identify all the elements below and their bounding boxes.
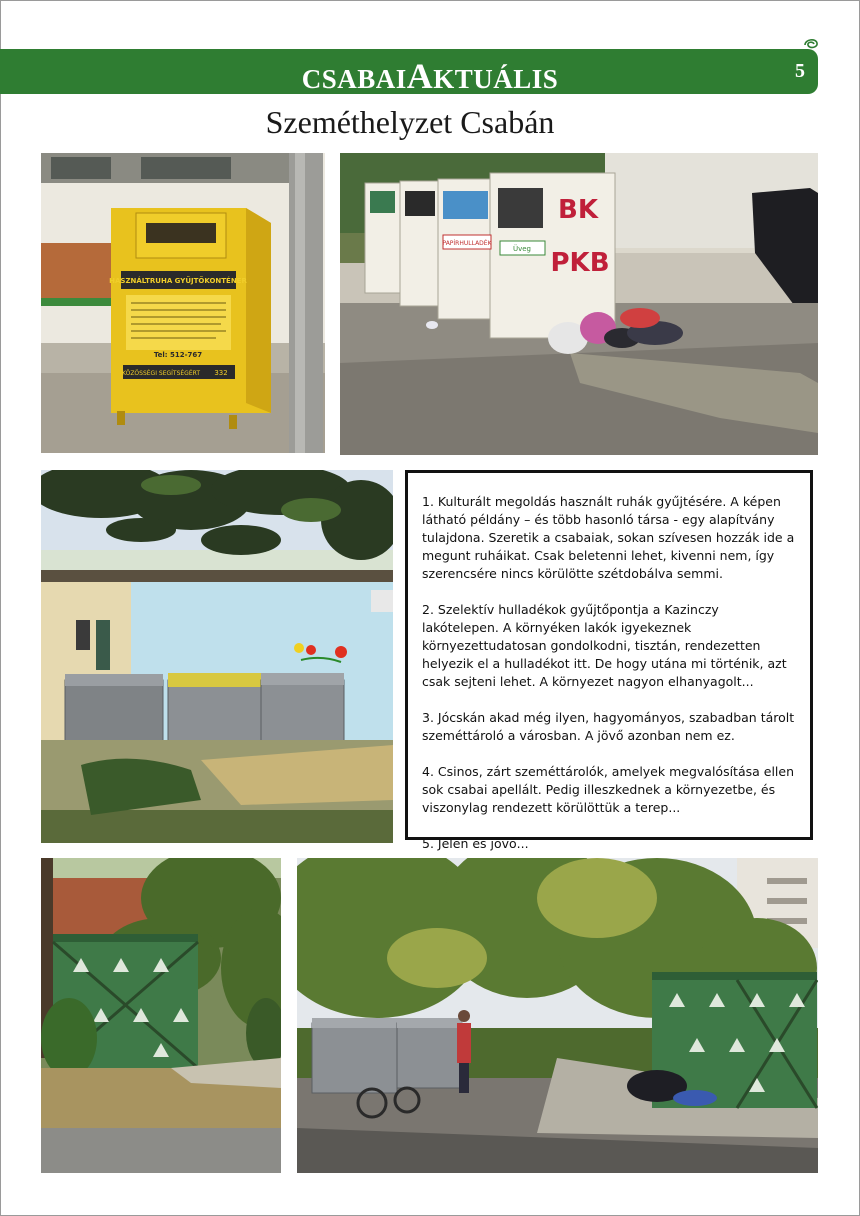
page-number: 5 xyxy=(795,60,805,82)
graffiti-pkb: PKB xyxy=(550,248,610,278)
masthead-prefix: CSABAI xyxy=(301,64,407,94)
masthead-rest: KTUÁLIS xyxy=(433,64,559,94)
masthead xyxy=(0,49,860,94)
photo-yellow-clothing-container xyxy=(41,153,325,453)
yellow-bin-phone: Tel: 512-767 xyxy=(153,351,203,359)
caption-1: 1. Kulturált megoldás használt ruhák gyűjtésére. A képen látható példány – és több hasonló társa - egy alapítvány tulajdona. Szeretik a csabaiak, sokan szívesen hozzák ide a megunt ruháikat. Csak beletenni lehet, kivenni nem, így szerencsére nincs körülötte szétdobálva semmi. xyxy=(422,494,795,581)
photo-selective-waste-point xyxy=(340,153,818,455)
yellow-bin-number: 332 xyxy=(214,369,228,377)
photo-traditional-bins xyxy=(41,470,393,843)
photo-enclosed-bin-storage xyxy=(41,858,281,1173)
caption-box xyxy=(405,470,813,851)
swirl-logo-icon xyxy=(803,37,819,51)
masthead-initial: A xyxy=(406,56,434,96)
page-title: Szeméthelyzet Csabán xyxy=(265,104,555,140)
yellow-bin-footer: KÖZÖSSÉGI SEGÍTSÉGÉRT xyxy=(121,370,201,377)
caption-5: 5. Jelen és jövő... xyxy=(422,836,529,851)
recycling-label-glass: Üveg xyxy=(512,245,532,253)
caption-4: 4. Csinos, zárt szeméttárolók, amelyek megvalósítása ellen sok csabai apellált. Pedig illeszkednek a környezetbe, és viszonylag rendezett körülöttük a terep... xyxy=(422,764,795,815)
recycling-label-paper: PAPÍRHULLADÉK xyxy=(442,240,492,247)
photo-present-and-future xyxy=(297,858,818,1173)
caption-3: 3. Jócskán akad még ilyen, hagyományos, szabadban tárolt szeméttároló a városban. A jövő azonban nem ez. xyxy=(422,710,795,743)
caption-2: 2. Szelektív hulladékok gyűjtőpontja a Kazinczy lakótelepen. A környéken lakók igyekeznek környezettudatosan gondolkodni, tisztán, rendezetten helyezik el a hulladékot itt. De hogy utána mi történik, azt csak sejteni lehet. A környezet nagyon elhanyagolt... xyxy=(422,602,787,689)
graffiti-bk: BK xyxy=(558,195,598,225)
yellow-bin-label-title: HASZNÁLTRUHA GYŰJTŐKONTÉNER xyxy=(109,277,247,285)
